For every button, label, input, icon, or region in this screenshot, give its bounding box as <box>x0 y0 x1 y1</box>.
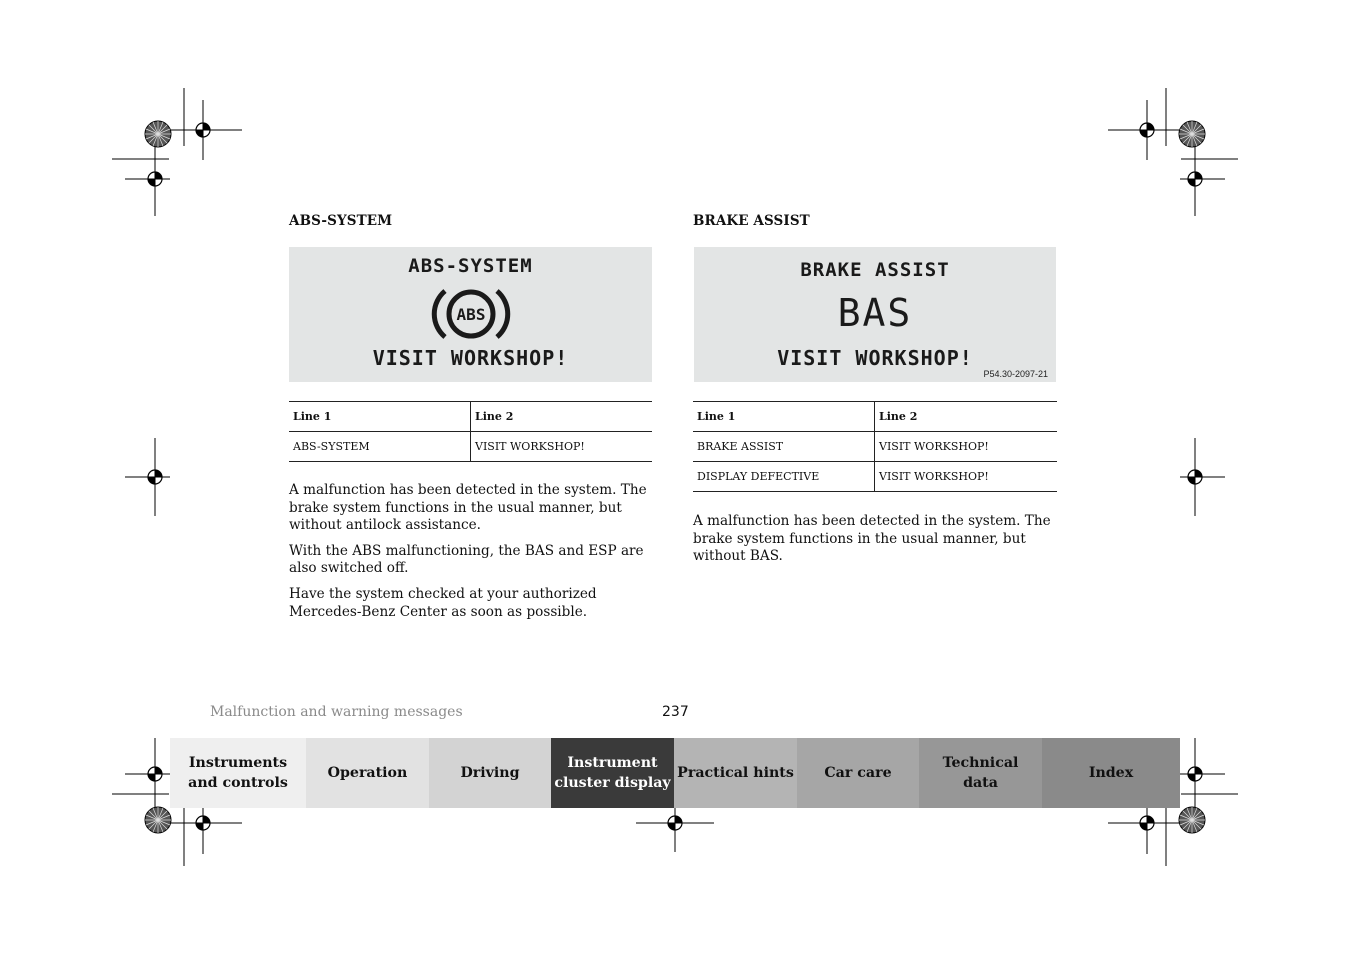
tab-car-care[interactable]: Car care <box>797 738 919 808</box>
header-cell-line2: Line 2 <box>875 402 1058 432</box>
abs-display-line3: VISIT WORKSHOP! <box>372 346 569 370</box>
paragraph: A malfunction has been detected in the system. The brake system functions in the usual manner, but without BAS. <box>693 513 1051 565</box>
page-number: 237 <box>662 704 689 720</box>
chapter-nav <box>170 738 1180 808</box>
abs-description <box>289 482 655 621</box>
bas-display-panel <box>694 247 1056 382</box>
table-cell: VISIT WORKSHOP! <box>471 432 653 462</box>
abs-message-table <box>289 401 652 462</box>
bas-message-table <box>693 401 1057 492</box>
abs-section-title: ABS-SYSTEM <box>289 213 393 229</box>
tab-instruments-and-controls[interactable]: Instruments and controls <box>170 738 306 808</box>
table-row <box>693 462 1057 492</box>
table-row <box>289 432 652 462</box>
abs-display-panel <box>289 247 652 382</box>
bas-description <box>693 513 1055 566</box>
abs-display-line1: ABS-SYSTEM <box>408 255 533 277</box>
bas-display-line3: VISIT WORKSHOP! <box>777 346 973 370</box>
table-row <box>693 432 1057 462</box>
header-cell-line2: Line 2 <box>471 402 653 432</box>
table-cell: BRAKE ASSIST <box>693 432 875 462</box>
table-cell: DISPLAY DEFECTIVE <box>693 462 875 492</box>
bas-section-title: BRAKE ASSIST <box>693 213 810 229</box>
tab-operation[interactable]: Operation <box>306 738 429 808</box>
table-cell: VISIT WORKSHOP! <box>875 432 1058 462</box>
header-cell-line1: Line 1 <box>693 402 875 432</box>
figure-reference: P54.30-2097-21 <box>983 369 1048 379</box>
paragraph: With the ABS malfunctioning, the BAS and ESP are also switched off. <box>289 542 644 577</box>
abs-warning-icon <box>431 285 511 343</box>
table-header-row <box>289 402 652 432</box>
abs-icon-label: ABS <box>456 305 486 324</box>
tab-index[interactable]: Index <box>1042 738 1180 808</box>
paragraph: A malfunction has been detected in the system. The brake system functions in the usual manner, but without antilock assistance. <box>289 482 647 534</box>
section-footer-title: Malfunction and warning messages <box>210 704 463 720</box>
header-cell-line1: Line 1 <box>289 402 471 432</box>
tab-practical-hints[interactable]: Practical hints <box>674 738 797 808</box>
tab-instrument-cluster-display[interactable]: Instrument cluster display <box>551 738 674 808</box>
tab-driving[interactable]: Driving <box>429 738 551 808</box>
bas-display-big: BAS <box>837 291 913 335</box>
paragraph: Have the system checked at your authorized Mercedes-Benz Center as soon as possible. <box>289 585 597 620</box>
table-cell: ABS-SYSTEM <box>289 432 471 462</box>
tab-technical-data[interactable]: Technical data <box>919 738 1042 808</box>
table-cell: VISIT WORKSHOP! <box>875 462 1058 492</box>
table-header-row <box>693 402 1057 432</box>
bas-display-line1: BRAKE ASSIST <box>800 259 950 281</box>
